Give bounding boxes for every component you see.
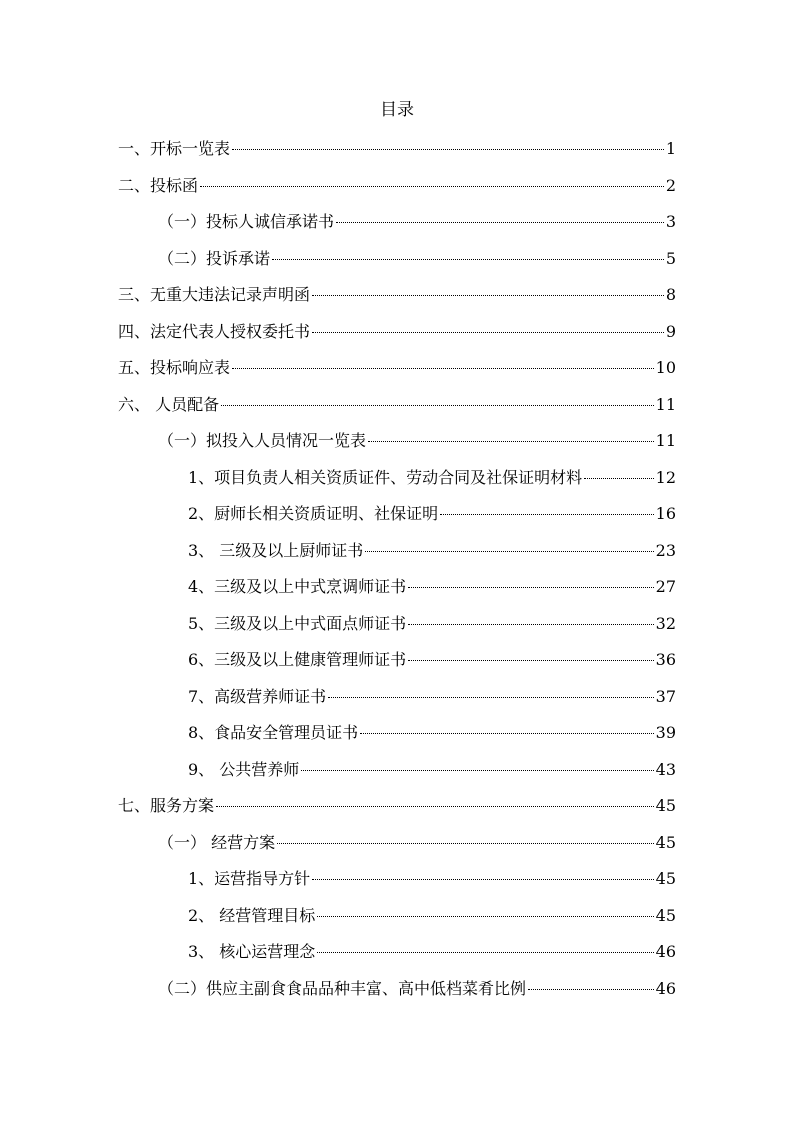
dot-leader bbox=[328, 697, 653, 698]
dot-leader bbox=[301, 770, 653, 771]
toc-entry[interactable] bbox=[118, 136, 676, 173]
toc-entry-page-number: 27 bbox=[655, 577, 676, 596]
dot-leader bbox=[336, 222, 664, 223]
table-of-contents bbox=[118, 136, 676, 1012]
toc-entry[interactable] bbox=[118, 209, 676, 246]
toc-entry-page-number: 46 bbox=[655, 978, 676, 998]
toc-entry-page-number: 45 bbox=[655, 869, 676, 888]
toc-entry-label: 9、 公共营养师 bbox=[188, 759, 300, 779]
toc-entry-label: 3、 三级及以上厨师证书 bbox=[188, 540, 364, 560]
toc-entry-label: 2、厨师长相关资质证明、社保证明 bbox=[188, 504, 439, 523]
toc-entry-page-number: 12 bbox=[655, 467, 676, 487]
toc-entry[interactable] bbox=[118, 976, 676, 1013]
toc-entry-label: 8、食品安全管理员证书 bbox=[188, 723, 359, 742]
toc-entry-label: 3、 核心运营理念 bbox=[188, 942, 316, 961]
dot-leader bbox=[408, 624, 653, 625]
dot-leader bbox=[200, 186, 664, 187]
toc-entry-page-number: 8 bbox=[665, 285, 676, 304]
dot-leader bbox=[584, 478, 653, 479]
toc-entry-page-number: 37 bbox=[655, 686, 676, 706]
toc-entry-label: 1、运营指导方针 bbox=[188, 869, 311, 888]
dot-leader bbox=[221, 405, 654, 406]
toc-entry[interactable] bbox=[118, 830, 676, 867]
dot-leader bbox=[232, 149, 664, 150]
toc-entry-page-number: 36 bbox=[655, 650, 676, 669]
toc-entry-label: 二、投标函 bbox=[118, 175, 199, 195]
toc-entry-page-number: 46 bbox=[655, 942, 676, 961]
dot-leader bbox=[408, 587, 653, 588]
toc-entry-page-number: 1 bbox=[665, 139, 676, 158]
dot-leader bbox=[216, 806, 654, 807]
toc-entry[interactable] bbox=[118, 173, 676, 210]
toc-entry[interactable] bbox=[118, 720, 676, 757]
toc-entry[interactable] bbox=[118, 501, 676, 538]
toc-entry[interactable] bbox=[118, 939, 676, 976]
toc-entry-page-number: 45 bbox=[655, 796, 676, 815]
dot-leader bbox=[365, 551, 653, 552]
toc-entry[interactable] bbox=[118, 757, 676, 794]
toc-entry-page-number: 11 bbox=[655, 394, 676, 414]
dot-leader bbox=[272, 259, 664, 260]
dot-leader bbox=[317, 916, 653, 917]
toc-entry[interactable] bbox=[118, 428, 676, 465]
toc-entry-label: 六、 人员配备 bbox=[118, 394, 220, 414]
toc-entry[interactable] bbox=[118, 866, 676, 903]
toc-entry[interactable] bbox=[118, 246, 676, 283]
toc-entry-label: 6、三级及以上健康管理师证书 bbox=[188, 650, 407, 669]
toc-entry[interactable] bbox=[118, 319, 676, 356]
toc-entry-label: 2、 经营管理目标 bbox=[188, 905, 316, 925]
toc-entry-label: 7、高级营养师证书 bbox=[188, 686, 327, 706]
toc-entry-page-number: 2 bbox=[665, 175, 676, 195]
toc-entry-label: （二）供应主副食食品品种丰富、高中低档菜肴比例 bbox=[158, 978, 527, 998]
dot-leader bbox=[277, 843, 654, 844]
toc-entry-label: 四、法定代表人授权委托书 bbox=[118, 321, 311, 341]
toc-entry-label: （一） 经营方案 bbox=[158, 832, 276, 852]
toc-entry-page-number: 39 bbox=[655, 723, 676, 742]
toc-entry[interactable] bbox=[118, 903, 676, 940]
toc-entry-page-number: 43 bbox=[655, 759, 676, 779]
toc-entry-label: （二）投诉承诺 bbox=[158, 248, 271, 268]
dot-leader bbox=[440, 514, 653, 515]
toc-entry-label: 1、项目负责人相关资质证件、劳动合同及社保证明材料 bbox=[188, 467, 583, 487]
toc-entry[interactable] bbox=[118, 392, 676, 429]
toc-entry[interactable] bbox=[118, 465, 676, 502]
toc-entry[interactable] bbox=[118, 793, 676, 830]
toc-entry[interactable] bbox=[118, 574, 676, 611]
dot-leader bbox=[232, 368, 654, 369]
dot-leader bbox=[312, 879, 653, 880]
toc-entry-page-number: 10 bbox=[655, 358, 676, 377]
dot-leader bbox=[528, 989, 654, 990]
toc-entry-label: 三、无重大违法记录声明函 bbox=[118, 285, 311, 304]
toc-entry[interactable] bbox=[118, 355, 676, 392]
toc-entry-label: 5、三级及以上中式面点师证书 bbox=[188, 613, 407, 633]
dot-leader bbox=[312, 332, 664, 333]
toc-entry[interactable] bbox=[118, 647, 676, 684]
dot-leader bbox=[368, 441, 654, 442]
toc-entry-label: 七、服务方案 bbox=[118, 796, 215, 815]
toc-entry-label: 一、开标一览表 bbox=[118, 139, 231, 158]
toc-entry-page-number: 45 bbox=[655, 832, 676, 852]
dot-leader bbox=[312, 295, 664, 296]
toc-entry[interactable] bbox=[118, 684, 676, 721]
toc-entry-page-number: 45 bbox=[655, 905, 676, 925]
toc-entry[interactable] bbox=[118, 611, 676, 648]
toc-entry-page-number: 32 bbox=[655, 613, 676, 633]
toc-title: 目录 bbox=[380, 100, 414, 120]
toc-entry-page-number: 23 bbox=[655, 540, 676, 560]
toc-entry[interactable] bbox=[118, 282, 676, 319]
dot-leader bbox=[317, 952, 653, 953]
toc-entry-label: （一）投标人诚信承诺书 bbox=[158, 212, 335, 231]
toc-entry-page-number: 9 bbox=[665, 321, 676, 341]
toc-entry-page-number: 5 bbox=[665, 248, 676, 268]
toc-entry-page-number: 11 bbox=[655, 431, 676, 450]
dot-leader bbox=[408, 660, 653, 661]
toc-entry-label: 4、三级及以上中式烹调师证书 bbox=[188, 577, 407, 596]
toc-entry-page-number: 16 bbox=[655, 504, 676, 523]
toc-entry[interactable] bbox=[118, 538, 676, 575]
toc-entry-page-number: 3 bbox=[665, 212, 676, 231]
dot-leader bbox=[360, 733, 653, 734]
toc-entry-label: （一）拟投入人员情况一览表 bbox=[158, 431, 367, 450]
toc-entry-label: 五、投标响应表 bbox=[118, 358, 231, 377]
